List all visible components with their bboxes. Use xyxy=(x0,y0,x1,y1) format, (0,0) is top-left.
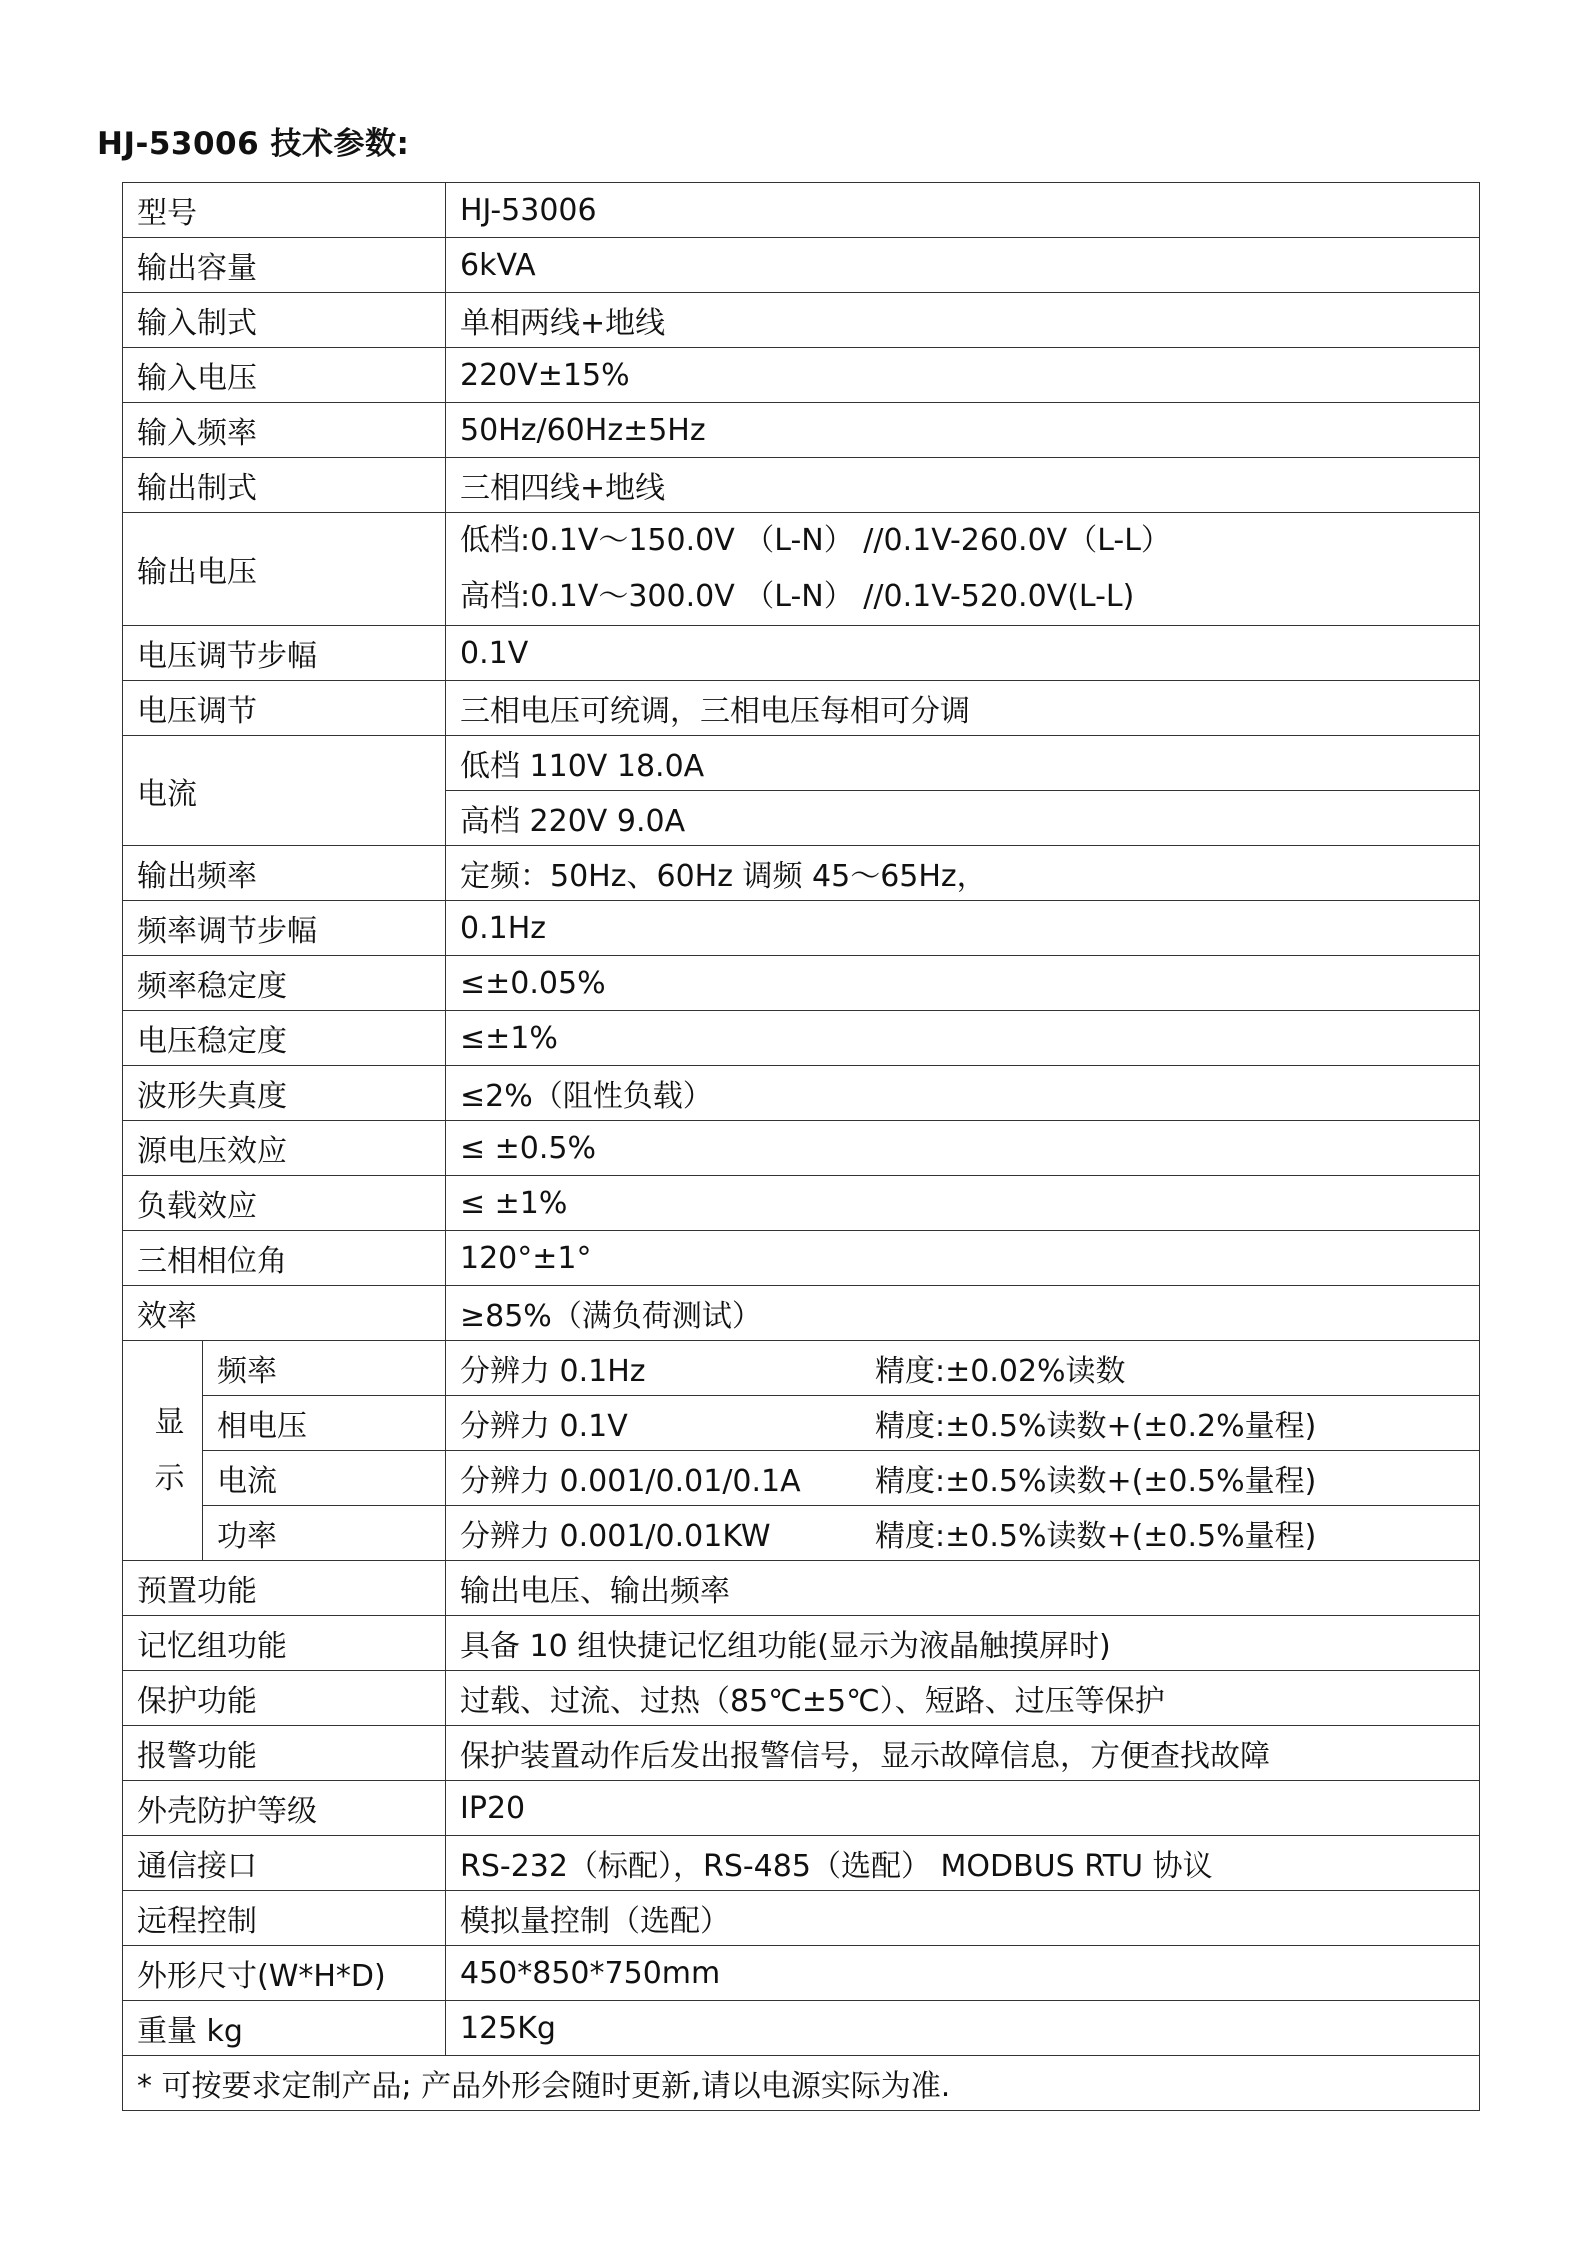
display-item-name: 功率 xyxy=(203,1506,446,1561)
output-voltage-low: 低档:0.1V～150.0V （L-N） //0.1V-260.0V（L-L） xyxy=(460,523,1171,558)
row-label: 输出制式 xyxy=(123,458,446,513)
row-value-multi xyxy=(446,513,1480,626)
row-label: 电压调节步幅 xyxy=(123,626,446,681)
table-row xyxy=(123,1616,1480,1671)
row-label: 输出频率 xyxy=(123,846,446,901)
display-item-name: 电流 xyxy=(203,1451,446,1506)
row-value: 0.1Hz xyxy=(446,901,1480,956)
row-value: ≤±1% xyxy=(446,1011,1480,1066)
display-item-value xyxy=(446,1396,1480,1451)
table-row xyxy=(123,183,1480,238)
row-value: 450*850*750mm xyxy=(446,1946,1480,2001)
table-row xyxy=(123,1341,1480,1396)
display-resolution: 分辨力 0.1Hz xyxy=(460,1354,646,1389)
table-row xyxy=(123,1836,1480,1891)
table-row xyxy=(123,736,1480,791)
row-value: 高档 220V 9.0A xyxy=(446,791,1480,846)
row-value: 输出电压、输出频率 xyxy=(446,1561,1480,1616)
table-row xyxy=(123,626,1480,681)
table-row xyxy=(123,1121,1480,1176)
table-row xyxy=(123,901,1480,956)
row-label: 重量 kg xyxy=(123,2001,446,2056)
row-label: 电流 xyxy=(123,736,446,846)
row-value: HJ-53006 xyxy=(446,183,1480,238)
table-row xyxy=(123,1561,1480,1616)
row-label: 波形失真度 xyxy=(123,1066,446,1121)
table-row xyxy=(123,846,1480,901)
table-row xyxy=(123,1506,1480,1561)
display-accuracy: 精度:±0.5%读数+(±0.5%量程) xyxy=(875,1519,1317,1554)
row-label: 通信接口 xyxy=(123,1836,446,1891)
row-value: 过载、过流、过热（85℃±5℃）、短路、过压等保护 xyxy=(446,1671,1480,1726)
row-label: 输出电压 xyxy=(123,513,446,626)
table-row xyxy=(123,403,1480,458)
display-group-label xyxy=(123,1341,203,1561)
row-label: 输出容量 xyxy=(123,238,446,293)
table-row xyxy=(123,1781,1480,1836)
display-accuracy: 精度:±0.5%读数+(±0.2%量程) xyxy=(875,1409,1317,1444)
display-label-top: 显 xyxy=(154,1404,185,1440)
row-label: 输入制式 xyxy=(123,293,446,348)
page-title: HJ-53006 技术参数: xyxy=(97,126,410,162)
table-row xyxy=(123,1451,1480,1506)
row-label: 外形尺寸(W*H*D) xyxy=(123,1946,446,2001)
row-value: 0.1V xyxy=(446,626,1480,681)
display-item-value xyxy=(446,1341,1480,1396)
table-row xyxy=(123,1066,1480,1121)
row-value: 125Kg xyxy=(446,2001,1480,2056)
spec-table xyxy=(122,182,1480,2111)
row-label: 电压稳定度 xyxy=(123,1011,446,1066)
table-row xyxy=(123,1396,1480,1451)
row-value: ≤ ±1% xyxy=(446,1176,1480,1231)
table-row xyxy=(123,1011,1480,1066)
row-label: 三相相位角 xyxy=(123,1231,446,1286)
table-row xyxy=(123,956,1480,1011)
row-label: 记忆组功能 xyxy=(123,1616,446,1671)
row-value: 模拟量控制（选配） xyxy=(446,1891,1480,1946)
display-item-name: 频率 xyxy=(203,1341,446,1396)
display-resolution: 分辨力 0.1V xyxy=(460,1409,628,1444)
row-value: RS-232（标配），RS-485（选配） MODBUS RTU 协议 xyxy=(446,1836,1480,1891)
output-voltage-high: 高档:0.1V～300.0V （L-N） //0.1V-520.0V(L-L) xyxy=(460,579,1135,614)
row-label: 频率调节步幅 xyxy=(123,901,446,956)
row-value: IP20 xyxy=(446,1781,1480,1836)
display-resolution: 分辨力 0.001/0.01/0.1A xyxy=(460,1464,801,1499)
row-value: ≤±0.05% xyxy=(446,956,1480,1011)
row-label: 远程控制 xyxy=(123,1891,446,1946)
row-label: 预置功能 xyxy=(123,1561,446,1616)
row-value: 6kVA xyxy=(446,238,1480,293)
row-label: 源电压效应 xyxy=(123,1121,446,1176)
row-label: 频率稳定度 xyxy=(123,956,446,1011)
table-row xyxy=(123,238,1480,293)
row-label: 外壳防护等级 xyxy=(123,1781,446,1836)
row-label: 型号 xyxy=(123,183,446,238)
table-row xyxy=(123,1726,1480,1781)
display-accuracy: 精度:±0.02%读数 xyxy=(875,1354,1126,1389)
display-resolution: 分辨力 0.001/0.01KW xyxy=(460,1519,771,1554)
table-row xyxy=(123,1946,1480,2001)
table-row xyxy=(123,458,1480,513)
display-item-value xyxy=(446,1451,1480,1506)
row-label: 电压调节 xyxy=(123,681,446,736)
table-row xyxy=(123,513,1480,626)
footnote: * 可按要求定制产品; 产品外形会随时更新,请以电源实际为准. xyxy=(123,2056,1480,2111)
table-row xyxy=(123,2001,1480,2056)
row-value: 三相四线+地线 xyxy=(446,458,1480,513)
row-label: 负载效应 xyxy=(123,1176,446,1231)
display-item-name: 相电压 xyxy=(203,1396,446,1451)
row-value: ≤ ±0.5% xyxy=(446,1121,1480,1176)
display-label-bottom: 示 xyxy=(154,1460,185,1496)
row-value: 定频：50Hz、60Hz 调频 45～65Hz， xyxy=(446,846,1480,901)
table-row xyxy=(123,681,1480,736)
display-item-value xyxy=(446,1506,1480,1561)
row-value: ≤2%（阻性负载） xyxy=(446,1066,1480,1121)
display-accuracy: 精度:±0.5%读数+(±0.5%量程) xyxy=(875,1464,1317,1499)
table-row xyxy=(123,348,1480,403)
row-label: 输入频率 xyxy=(123,403,446,458)
row-value: 具备 10 组快捷记忆组功能(显示为液晶触摸屏时) xyxy=(446,1616,1480,1671)
row-value: 三相电压可统调，三相电压每相可分调 xyxy=(446,681,1480,736)
row-value: ≥85%（满负荷测试） xyxy=(446,1286,1480,1341)
row-label: 报警功能 xyxy=(123,1726,446,1781)
table-row xyxy=(123,1891,1480,1946)
table-row xyxy=(123,1231,1480,1286)
table-row xyxy=(123,1286,1480,1341)
table-row xyxy=(123,2056,1480,2111)
row-value: 保护装置动作后发出报警信号，显示故障信息，方便查找故障 xyxy=(446,1726,1480,1781)
row-value: 120°±1° xyxy=(446,1231,1480,1286)
row-value: 50Hz/60Hz±5Hz xyxy=(446,403,1480,458)
row-label: 保护功能 xyxy=(123,1671,446,1726)
table-row xyxy=(123,293,1480,348)
row-label: 效率 xyxy=(123,1286,446,1341)
row-value: 220V±15% xyxy=(446,348,1480,403)
row-label: 输入电压 xyxy=(123,348,446,403)
table-row xyxy=(123,1671,1480,1726)
row-value: 单相两线+地线 xyxy=(446,293,1480,348)
row-value: 低档 110V 18.0A xyxy=(446,736,1480,791)
table-row xyxy=(123,1176,1480,1231)
